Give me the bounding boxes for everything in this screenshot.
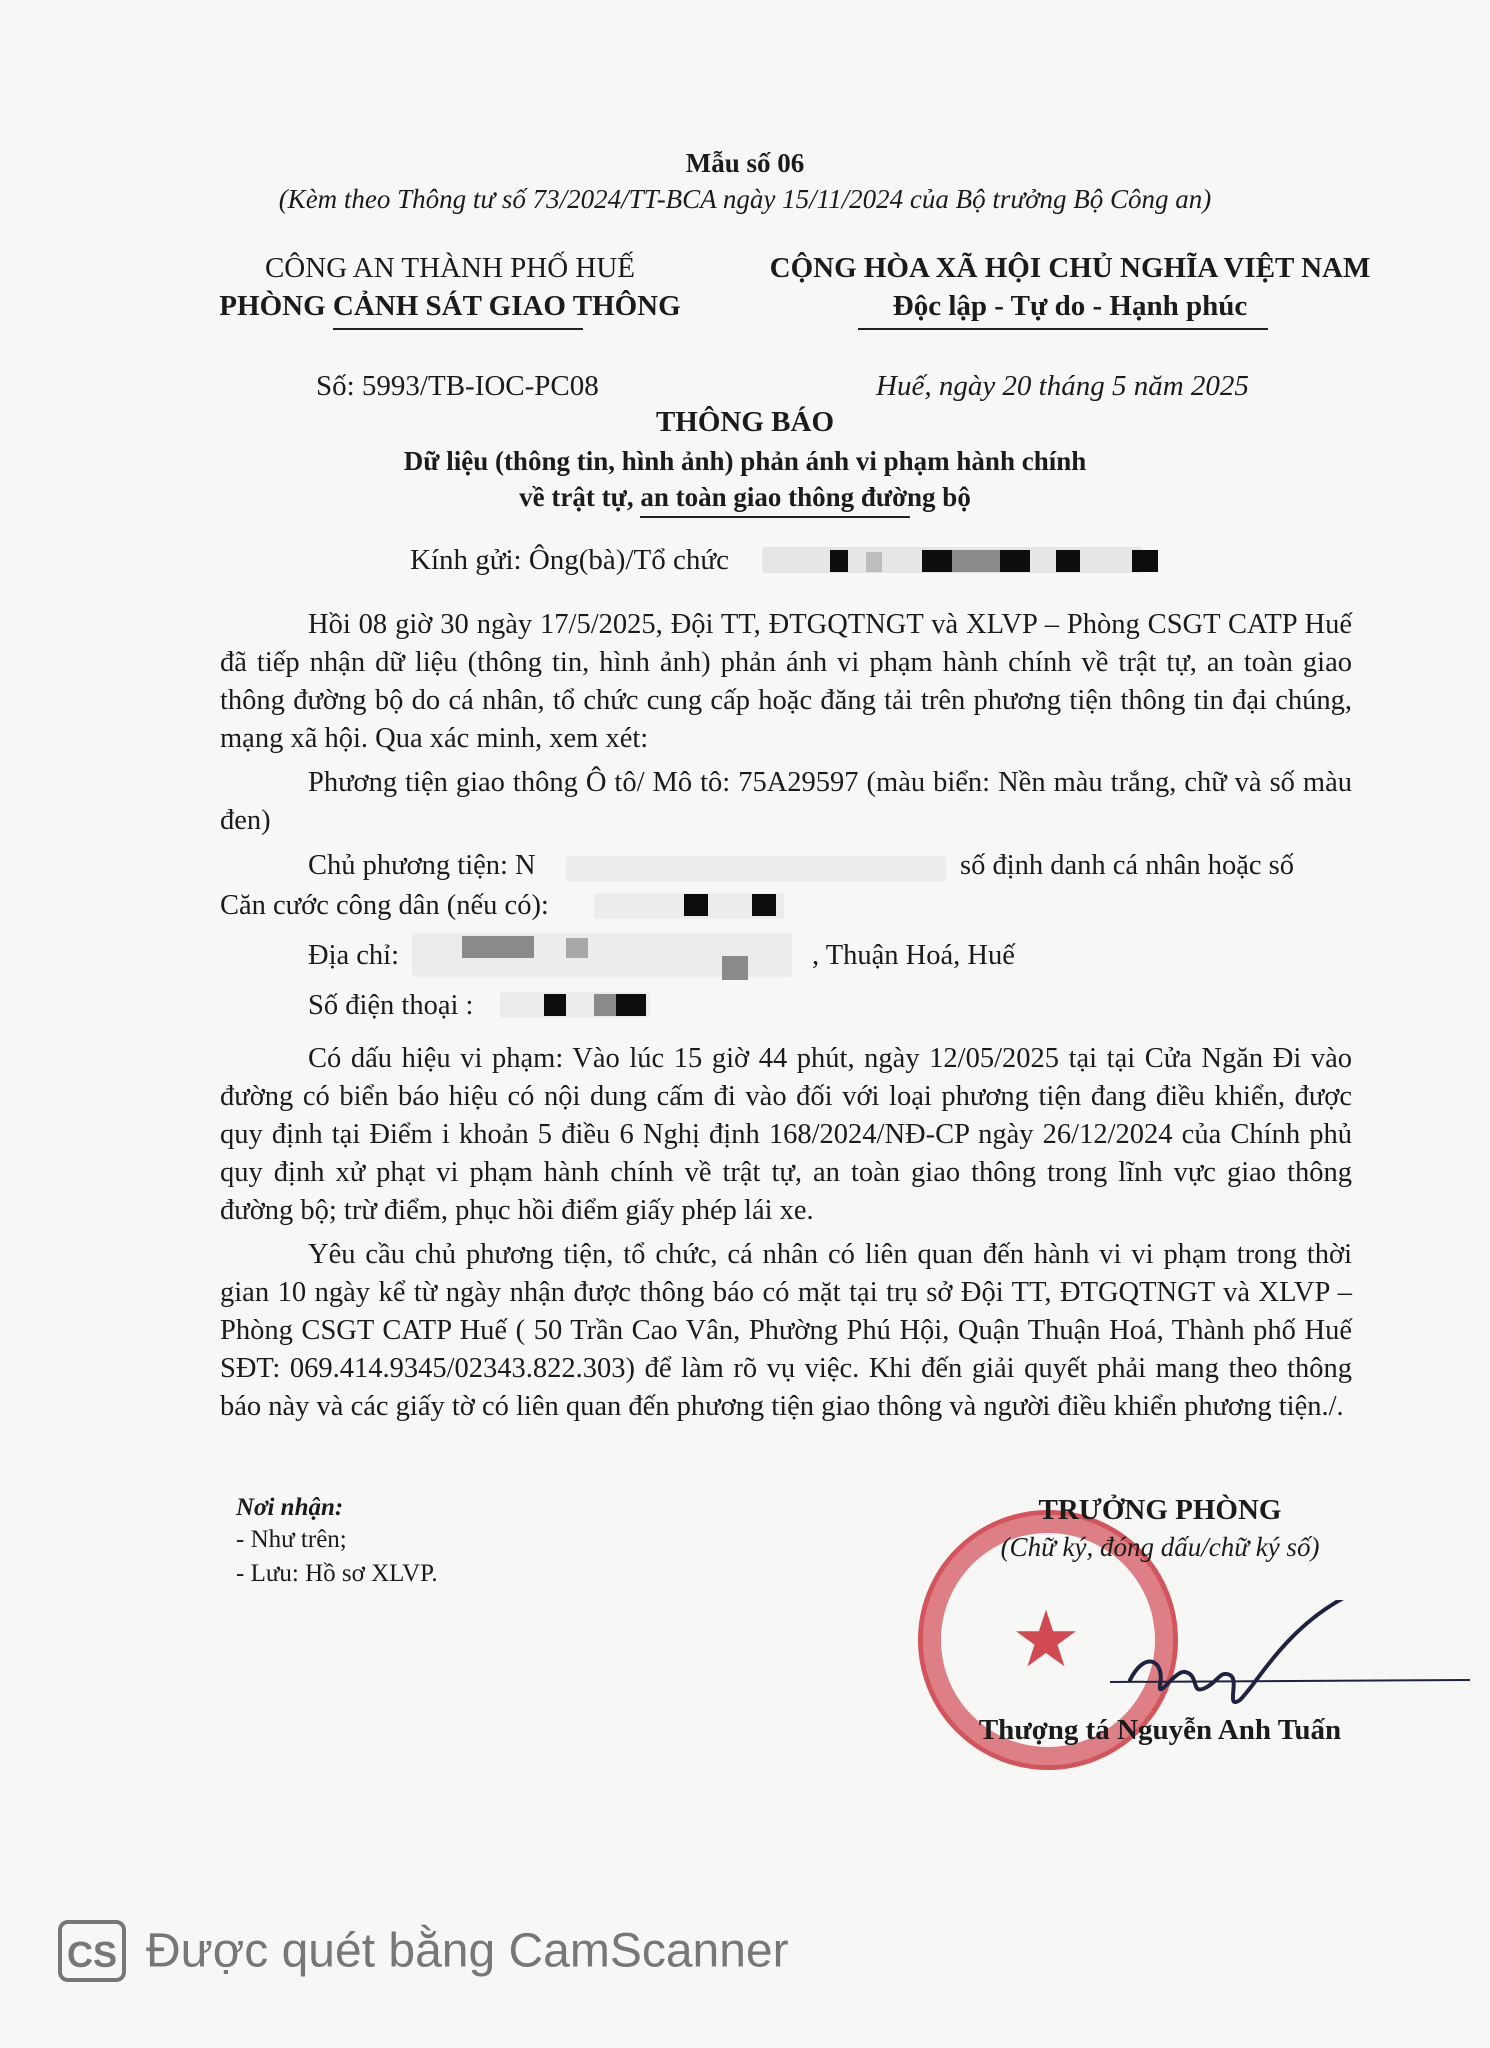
notice-title: THÔNG BÁO	[655, 406, 835, 438]
redacted-owner-name	[566, 856, 946, 882]
nation-line1: CỘNG HÒA XÃ HỘI CHỦ NGHĨA VIỆT NAM	[769, 252, 1371, 284]
paragraph-receipt: Hồi 08 giờ 30 ngày 17/5/2025, Đội TT, ĐTGQTNGT và XLVP – Phòng CSGT CATP Huế đã tiếp nhận dữ liệu (thông tin, hình ảnh) phản ánh vi phạm hành chính về trật tự, an toàn giao thông đường bộ do cá nhân, tổ chức cung cấp hoặc đăng tải trên phương tiện thông tin đại chúng, mạng xã hội. Qua xác minh, xem xét:	[220, 609, 1352, 754]
recipient-item-1: - Như trên;	[236, 1526, 347, 1553]
cccd-label: Căn cước công dân (nếu có):	[220, 890, 549, 921]
phone-label: Số điện thoại :	[308, 990, 474, 1021]
address-label: Địa chỉ:	[308, 940, 400, 971]
form-number: Mẫu số 06	[685, 148, 805, 178]
nation-underline	[858, 328, 1268, 330]
agency-line2: PHÒNG CẢNH SÁT GIAO THÔNG	[219, 290, 681, 322]
paragraph-vehicle: Phương tiện giao thông Ô tô/ Mô tô: 75A29597 (màu biển: Nền màu trắng, chữ và số màu đen)	[220, 767, 1352, 836]
camscanner-logo-icon: CS	[58, 1920, 126, 1982]
form-reference: (Kèm theo Thông tư số 73/2024/TT-BCA ngày 15/11/2024 của Bộ trưởng Bộ Công an)	[278, 184, 1212, 214]
notice-subtitle-1: Dữ liệu (thông tin, hình ảnh) phản ánh vi phạm hành chính	[403, 446, 1087, 476]
paragraph-request: Yêu cầu chủ phương tiện, tổ chức, cá nhân có liên quan đến hành vi vi phạm trong thời gian 10 ngày kể từ ngày nhận được thông báo có mặt tại trụ sở Đội TT, ĐTGQTNGT và XLVP – Phòng CSGT CATP Huế ( 50 Trần Cao Vân, Phường Phú Hội, Quận Thuận Hoá, Thành phố Huế SĐT: 069.414.9345/02343.822.303) để làm rõ vụ việc. Khi đến giải quyết phải mang theo thông báo này và các giấy tờ có liên quan đến phương tiện giao thông và người điều khiển phương tiện./.	[220, 1239, 1352, 1422]
agency-line1: CÔNG AN THÀNH PHỐ HUẾ	[264, 252, 636, 284]
recipient-label: Kính gửi: Ông(bà)/Tổ chức	[410, 544, 729, 576]
document-number: Số: 5993/TB-IOC-PC08	[316, 370, 599, 402]
signer-name: Thượng tá Nguyễn Anh Tuấn	[978, 1714, 1342, 1746]
camscanner-watermark	[58, 1920, 789, 1982]
camscanner-text: Được quét bằng CamScanner	[146, 1924, 789, 1978]
place-date: Huế, ngày 20 tháng 5 năm 2025	[876, 370, 1249, 402]
nation-line2: Độc lập - Tự do - Hạnh phúc	[892, 290, 1248, 322]
owner-id-label: số định danh cá nhân hoặc số	[960, 850, 1294, 881]
signature-title: TRƯỞNG PHÒNG	[1038, 1494, 1282, 1526]
owner-label: Chủ phương tiện: N	[308, 850, 536, 881]
seal-star-icon: ★	[1011, 1595, 1081, 1685]
recipient-item-2: - Lưu: Hồ sơ XLVP.	[236, 1560, 438, 1587]
address-tail: , Thuận Hoá, Huế	[812, 940, 1015, 971]
title-underline	[640, 516, 910, 518]
notice-subtitle-2: về trật tự, an toàn giao thông đường bộ	[519, 482, 971, 512]
signature-note: (Chữ ký, đóng dấu/chữ ký số)	[1000, 1532, 1320, 1562]
paragraph-violation: Có dấu hiệu vi phạm: Vào lúc 15 giờ 44 phút, ngày 12/05/2025 tại tại Cửa Ngăn Đi vào đường có biển báo hiệu có nội dung cấm đi vào đối với loại phương tiện đang điều khiển, được quy định tại Điểm i khoản 5 điều 6 Nghị định 168/2024/NĐ-CP ngày 26/12/2024 của Chính phủ quy định xử phạt vi phạm hành chính về trật tự, an toàn giao thông trong lĩnh vực giao thông đường bộ; trừ điểm, phục hồi điểm giấy phép lái xe.	[220, 1043, 1352, 1226]
agency-underline	[333, 328, 583, 330]
recipients-label: Nơi nhận:	[236, 1494, 344, 1521]
